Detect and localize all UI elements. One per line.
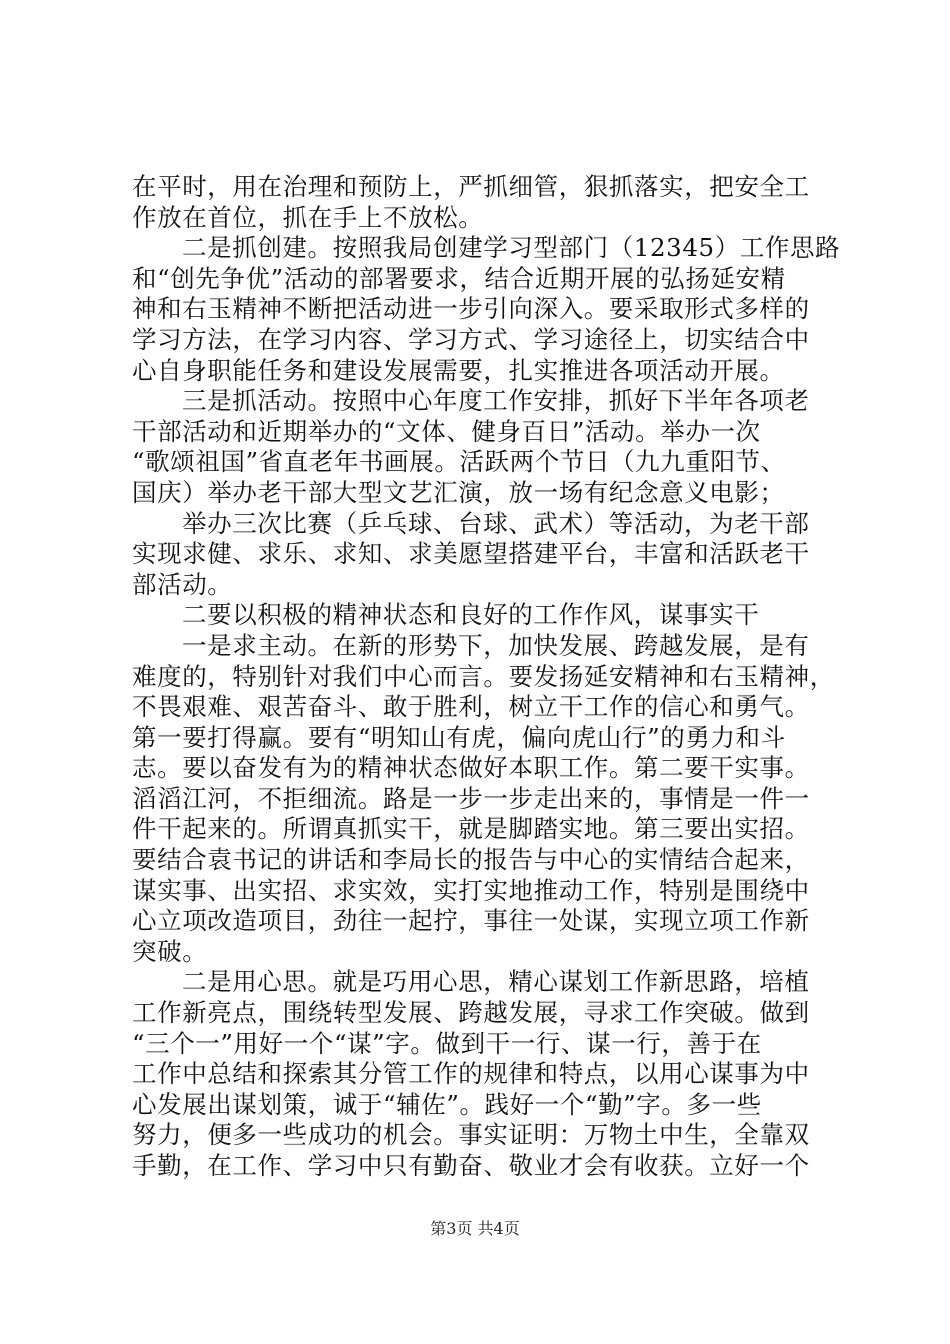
text-line: 难度的，特别针对我们中心而言。要发扬延安精神和右玉精神，	[132, 661, 835, 691]
text-line: 谋实事、出实招、求实效，实打实地推动工作，特别是围绕中	[132, 875, 810, 905]
text-line: 心发展出谋划策，诚于“辅佐”。践好一个“勤”字。多一些	[132, 1089, 762, 1119]
text-line: 举办三次比赛（乒乓球、台球、武术）等活动，为老干部	[182, 508, 810, 538]
page-footer: 第3页 共4页	[430, 1219, 520, 1238]
text-line: 第一要打得赢。要有“明知山有虎，偏向虎山行”的勇力和斗	[132, 722, 786, 752]
text-line: “歌颂祖国”省直老年书画展。活跃两个节日（九九重阳节、	[132, 447, 786, 477]
text-line: 二要以积极的精神状态和良好的工作作风，谋事实干	[182, 600, 760, 630]
text-line: 不畏艰难、艰苦奋斗、敢于胜利，树立干工作的信心和勇气。	[132, 692, 810, 722]
text-line: 部活动。	[132, 569, 233, 599]
text-line: 滔滔江河，不拒细流。路是一步一步走出来的，事情是一件一	[132, 783, 810, 813]
text-line: 干部活动和近期举办的“文体、健身百日”活动。举办一次	[132, 416, 761, 446]
text-line: 神和右玉精神不断把活动进一步引向深入。要采取形式多样的	[132, 294, 810, 324]
text-line: 要结合袁书记的讲话和李局长的报告与中心的实情结合起来，	[132, 845, 810, 875]
text-line: 和“创先争优”活动的部署要求，结合近期开展的弘扬延安精	[132, 263, 786, 293]
text-line: 学习方法，在学习内容、学习方式、学习途径上，切实结合中	[132, 324, 810, 354]
text-line: 志。要以奋发有为的精神状态做好本职工作。第二要干实事。	[132, 753, 810, 783]
document-body	[132, 172, 841, 1182]
text-line: 实现求健、求乐、求知、求美愿望搭建平台，丰富和活跃老干	[132, 539, 810, 569]
text-line: 心立项改造项目，劲往一起拧，事往一处谋，实现立项工作新	[132, 906, 810, 936]
text-line: 工作新亮点，围绕转型发展、跨越发展，寻求工作突破。做到	[132, 998, 810, 1028]
text-line: 在平时，用在治理和预防上，严抓细管，狠抓落实，把安全工	[132, 172, 810, 201]
text-line: “三个一”用好一个“谋”字。做到干一行、谋一行，善于在	[132, 1028, 762, 1058]
text-line: 一是求主动。在新的形势下，加快发展、跨越发展，是有	[182, 630, 810, 660]
text-line: 国庆）举办老干部大型文艺汇演，放一场有纪念意义电影；	[132, 477, 785, 507]
text-line: 工作中总结和探索其分管工作的规律和特点，以用心谋事为中	[132, 1059, 810, 1089]
text-line: 努力，便多一些成功的机会。事实证明：万物土中生，全靠双	[132, 1120, 810, 1150]
text-line: 突破。	[132, 936, 208, 966]
text-line: 二是用心思。就是巧用心思，精心谋划工作新思路，培植	[182, 967, 810, 997]
text-line: 手勤，在工作、学习中只有勤奋、敬业才会有收获。立好一个	[132, 1151, 810, 1180]
text-line: 二是抓创建。按照我局创建学习型部门（12345）工作思路	[182, 233, 841, 263]
text-line: 作放在首位，抓在手上不放松。	[132, 202, 484, 232]
text-line: 心自身职能任务和建设发展需要，扎实推进各项活动开展。	[132, 355, 785, 385]
text-line: 三是抓活动。按照中心年度工作安排，抓好下半年各项老	[182, 386, 810, 416]
text-line: 件干起来的。所谓真抓实干，就是脚踏实地。第三要出实招。	[132, 814, 810, 844]
